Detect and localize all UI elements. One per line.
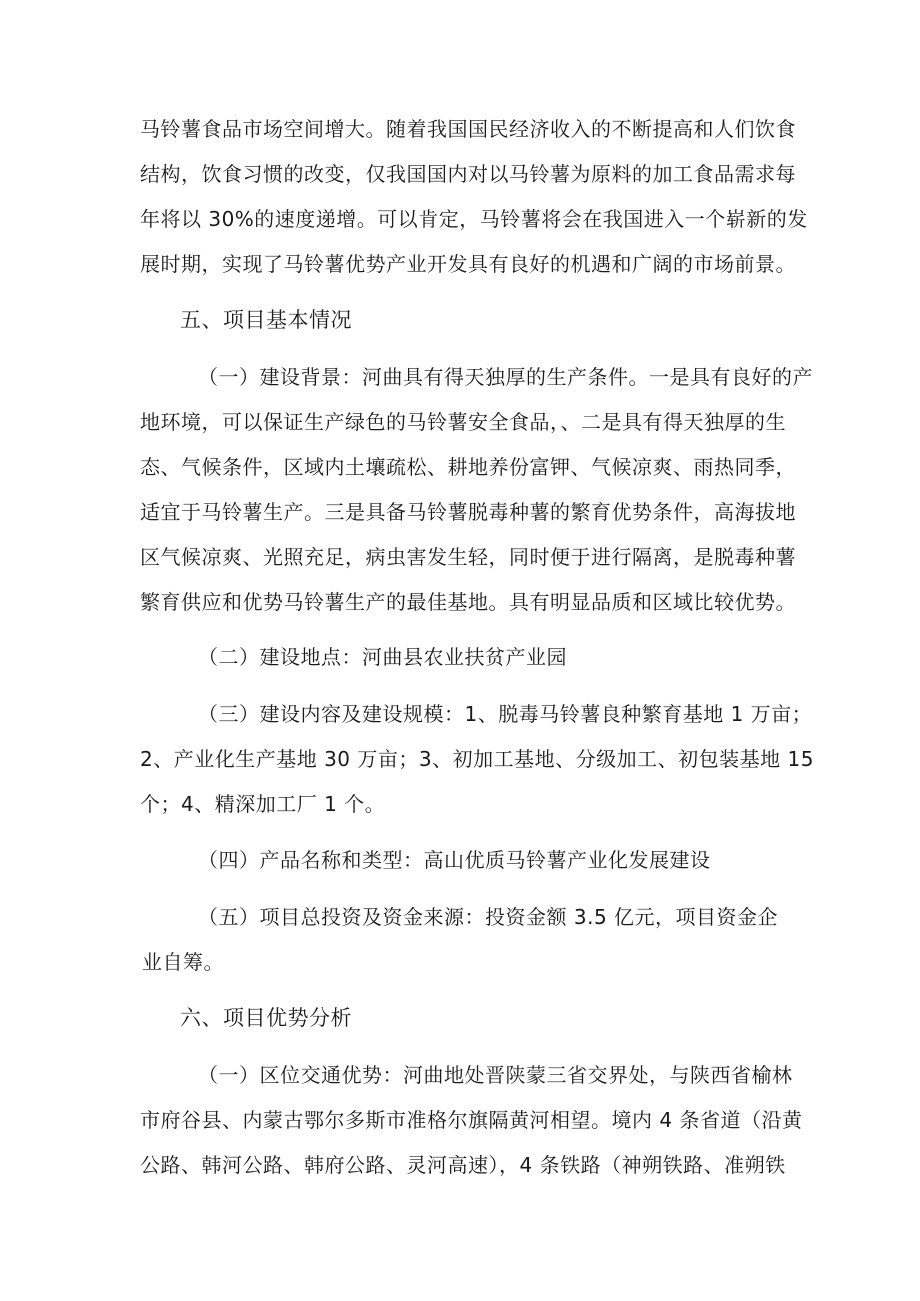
text-line: 个；4、精深加工厂 1 个。 [140, 792, 386, 816]
paragraph-product: （四）产品名称和类型：高山优质马铃薯产业化发展建设 [198, 848, 711, 872]
text-line: 结构，饮食习惯的改变，仅我国国内对以马铃薯为原料的加工食品需求每 [140, 162, 796, 186]
text-line: 马铃薯食品市场空间增大。随着我国国民经济收入的不断提高和人们饮食 [140, 117, 796, 141]
text-line: 繁育供应和优势马铃薯生产的最佳基地。具有明显品质和区域比较优势。 [140, 590, 796, 614]
text-line: 地环境，可以保证生产绿色的马铃薯安全食品，、二是具有得天独厚的生 [140, 410, 786, 434]
text-line: 2、产业化生产基地 30 万亩；3、初加工基地、分级加工、初包装基地 15 [140, 747, 814, 771]
section-heading-basic-info: 五、项目基本情况 [180, 308, 352, 332]
text-line: 展时期，实现了马铃薯优势产业开发具有良好的机遇和广阔的市场前景。 [140, 252, 796, 276]
text-line: 业自筹。 [142, 950, 224, 974]
paragraph-location: （二）建设地点：河曲县农业扶贫产业园 [198, 645, 567, 669]
text-line: （三）建设内容及建设规模：1、脱毒马铃薯良种繁育基地 1 万亩； [198, 702, 813, 726]
text-line: （五）项目总投资及资金来源：投资金额 3.5 亿元，项目资金企 [198, 905, 779, 929]
text-line: 适宜于马铃薯生产。三是具备马铃薯脱毒种薯的繁育优势条件，高海拔地 [140, 500, 796, 524]
text-line: （一）建设背景：河曲具有得天独厚的生产条件。一是具有良好的产 [198, 365, 813, 389]
section-heading-advantages: 六、项目优势分析 [180, 1006, 352, 1030]
text-line: （一）区位交通优势：河曲地处晋陕蒙三省交界处，与陕西省榆林 [198, 1063, 793, 1087]
text-line: 市府谷县、内蒙古鄂尔多斯市准格尔旗隔黄河相望。境内 4 条省道（沿黄 [140, 1108, 803, 1132]
text-line: 年将以 30%的速度递增。可以肯定，马铃薯将会在我国进入一个崭新的发 [140, 207, 808, 231]
text-line: 公路、韩河公路、韩府公路、灵河高速），4 条铁路（神朔铁路、准朔铁 [140, 1153, 786, 1177]
text-line: 态、气候条件，区域内土壤疏松、耕地养份富钾、气候凉爽、雨热同季， [140, 455, 796, 479]
text-line: 区气候凉爽、光照充足，病虫害发生轻，同时便于进行隔离，是脱毒种薯 [140, 545, 796, 569]
